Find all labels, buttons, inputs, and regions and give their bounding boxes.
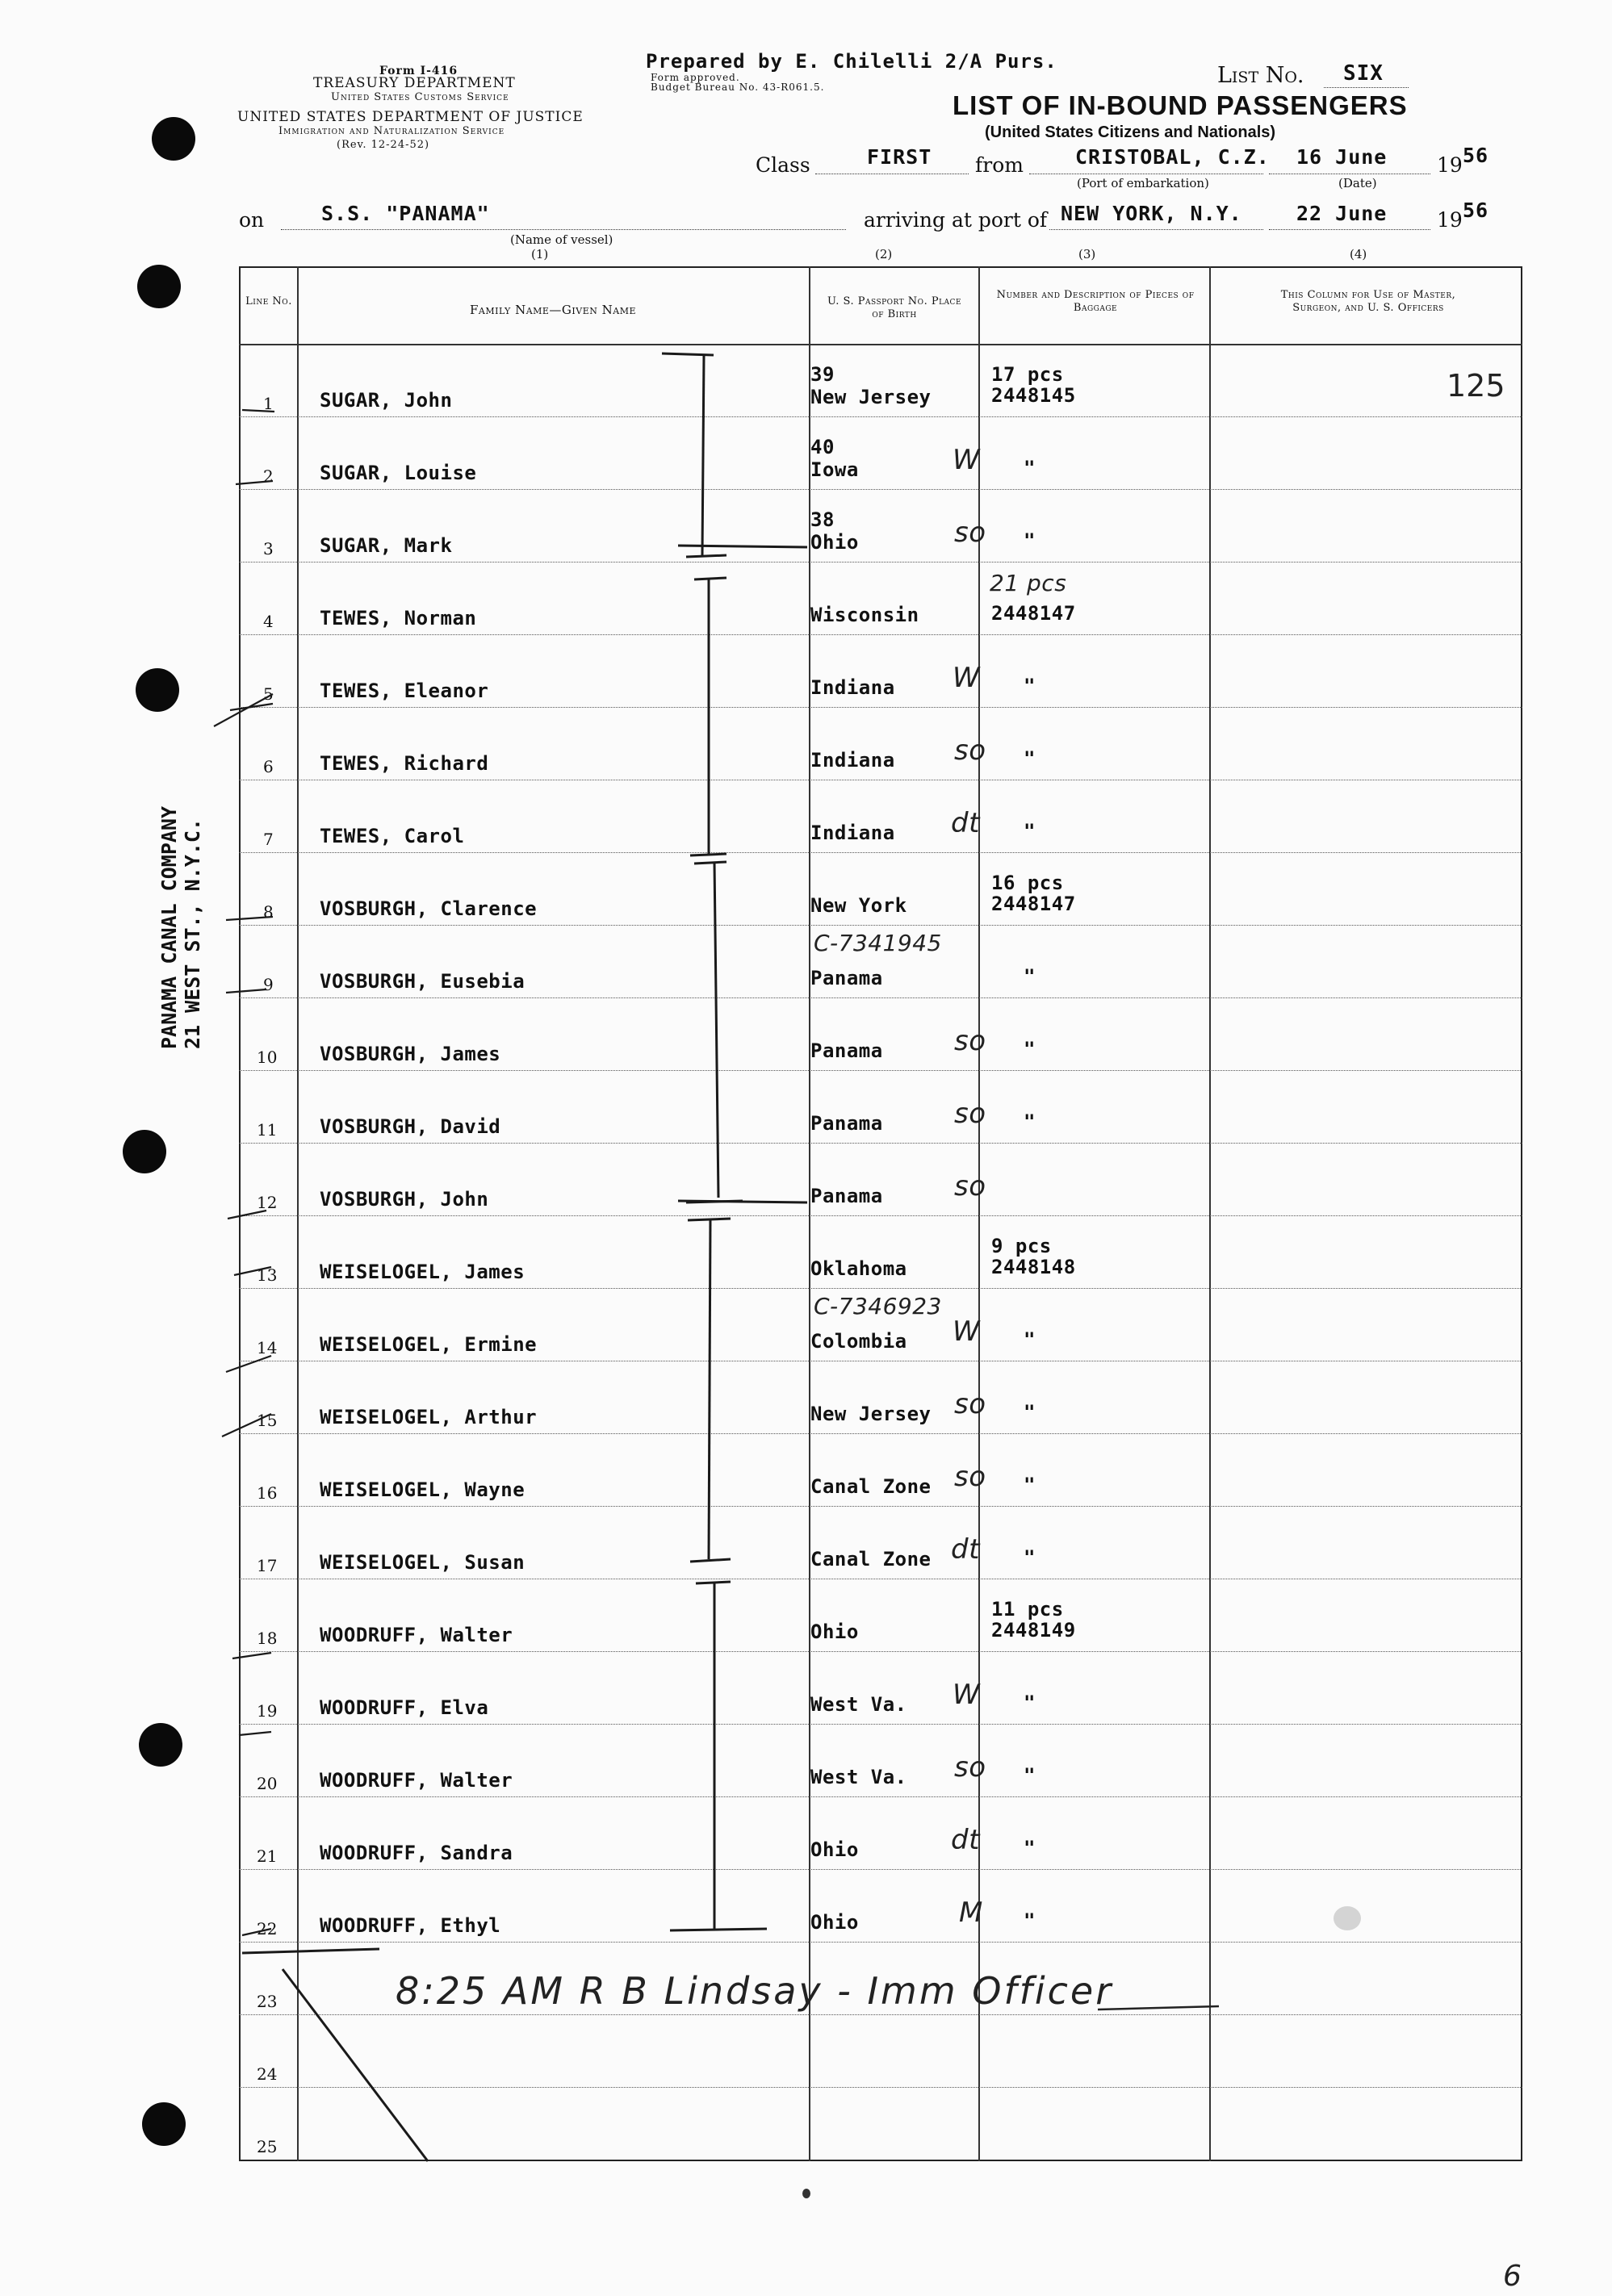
relationship-mark: so: [954, 1025, 986, 1057]
passenger-name: WOODRUFF, Elva: [320, 1696, 489, 1719]
place-of-birth: West Va.: [810, 1766, 907, 1788]
relationship-mark: dt: [951, 807, 980, 839]
place-of-birth: Canal Zone: [810, 1475, 932, 1498]
passenger-name: WEISELOGEL, Wayne: [320, 1478, 525, 1501]
col2-caption: (2): [875, 247, 893, 261]
passport-number: 38: [810, 508, 835, 531]
relationship-mark: dt: [951, 1533, 980, 1566]
passport-number: 40: [810, 436, 835, 458]
port-caption: (Port of embarkation): [1077, 176, 1209, 190]
passenger-name: WOODRUFF, Sandra: [320, 1842, 513, 1864]
place-of-birth: Colombia: [810, 1330, 907, 1353]
relationship-mark: so: [954, 734, 986, 767]
col-header-baggage: Number and Description of Pieces of Baggage: [996, 289, 1195, 314]
line-number: 22: [257, 1919, 278, 1938]
line-number: 24: [257, 2064, 278, 2084]
line-number: 2: [263, 466, 274, 486]
place-of-birth: Panama: [810, 1185, 883, 1207]
passport-number: C-7341945: [814, 930, 942, 956]
line-number: 9: [263, 975, 274, 994]
passenger-name: TEWES, Richard: [320, 752, 489, 775]
arriving-label: arriving at port of: [864, 208, 1048, 232]
side-stamp-line2: 21 WEST ST., N.Y.C.: [181, 818, 204, 1049]
ink-blot: [802, 2189, 810, 2198]
vessel-caption: (Name of vessel): [510, 232, 613, 247]
baggage-ditto: ": [1024, 1837, 1036, 1859]
place-of-birth: New Jersey: [810, 1403, 932, 1425]
line-number: 15: [257, 1411, 278, 1430]
col-header-passport: U. S. Passport No. Place of Birth: [827, 295, 962, 320]
form-title: LIST OF IN-BOUND PASSENGERS: [953, 90, 1408, 120]
line-number: 3: [263, 539, 274, 558]
baggage-ditto: ": [1024, 457, 1036, 479]
relationship-mark: W: [953, 1679, 981, 1711]
relationship-mark: so: [954, 1388, 986, 1420]
place-of-birth: Iowa: [810, 458, 859, 481]
annotation-125: 125: [1447, 368, 1505, 404]
list-no-value: SIX: [1343, 61, 1384, 86]
line-number: 23: [257, 1992, 278, 2011]
relationship-mark: W: [953, 1315, 981, 1348]
place-of-birth: Indiana: [810, 676, 895, 699]
date-caption: (Date): [1338, 176, 1377, 190]
embark-year: 56: [1463, 144, 1489, 167]
passenger-name: VOSBURGH, James: [320, 1043, 501, 1065]
baggage-tag: 2448148: [991, 1256, 1076, 1278]
col1-caption: (1): [531, 247, 549, 261]
form-subtitle: (United States Citizens and Nationals): [985, 123, 1276, 141]
class-label: Class: [756, 153, 810, 177]
place-of-birth: Canal Zone: [810, 1548, 932, 1570]
passenger-name: WEISELOGEL, James: [320, 1261, 525, 1283]
department-of-justice: UNITED STATES DEPARTMENT OF JUSTICE: [237, 109, 584, 125]
arrival-port: NEW YORK, N.Y.: [1061, 202, 1242, 225]
vessel-name: S.S. "PANAMA": [321, 202, 490, 225]
passenger-name: WEISELOGEL, Ermine: [320, 1333, 538, 1356]
col-header-officers: This Column for Use of Master, Surgeon, and U. S. Officers: [1280, 289, 1456, 314]
arrival-year: 56: [1463, 199, 1489, 222]
baggage-count: 21 pcs: [990, 570, 1067, 596]
place-of-birth: Ohio: [810, 1838, 859, 1861]
year-prefix-2: 19: [1437, 208, 1463, 232]
baggage-ditto: ": [1024, 1546, 1036, 1569]
side-stamp-line1: PANAMA CANAL COMPANY: [157, 805, 181, 1049]
embark-date: 16 June: [1296, 145, 1388, 169]
prepared-by: Prepared by E. Chilelli 2/A Purs.: [646, 50, 1057, 73]
passenger-name: WOODRUFF, Walter: [320, 1624, 513, 1646]
passenger-name: WOODRUFF, Ethyl: [320, 1914, 501, 1937]
place-of-birth: Ohio: [810, 1911, 859, 1934]
line-number: 21: [257, 1846, 278, 1866]
line-number: 14: [257, 1338, 278, 1357]
place-of-birth: New York: [810, 894, 907, 917]
place-of-birth: Indiana: [810, 822, 895, 844]
relationship-mark: so: [954, 516, 986, 549]
line-number: 18: [257, 1629, 278, 1648]
relationship-mark: dt: [951, 1824, 980, 1856]
line-number: 16: [257, 1483, 278, 1503]
baggage-ditto: ": [1024, 965, 1036, 988]
on-label: on: [239, 208, 265, 232]
place-of-birth: New Jersey: [810, 386, 932, 408]
line-number: 4: [263, 612, 274, 631]
line-number: 12: [257, 1193, 278, 1212]
baggage-tag: 2448149: [991, 1619, 1076, 1641]
place-of-birth: West Va.: [810, 1693, 907, 1716]
relationship-mark: so: [954, 1170, 986, 1202]
baggage-ditto: ": [1024, 820, 1036, 843]
baggage-ditto: ": [1024, 1909, 1036, 1932]
passport-number: C-7346923: [814, 1293, 942, 1319]
place-of-birth: Panama: [810, 1039, 883, 1062]
line-number: 13: [257, 1265, 278, 1285]
relationship-mark: so: [954, 1098, 986, 1130]
form-approved: Form approved.: [651, 72, 740, 83]
baggage-ditto: ": [1024, 1692, 1036, 1714]
col3-caption: (3): [1078, 247, 1096, 261]
col4-caption: (4): [1350, 247, 1367, 261]
col-header-line-no: Line No.: [245, 295, 292, 307]
form-number: Form I-416: [379, 65, 458, 77]
passenger-name: VOSBURGH, Clarence: [320, 897, 538, 920]
place-of-birth: Ohio: [810, 1621, 859, 1643]
baggage-ditto: ": [1024, 747, 1036, 770]
baggage-ditto: ": [1024, 529, 1036, 552]
relationship-mark: so: [954, 1751, 986, 1784]
baggage-count: 16 pcs: [991, 872, 1064, 894]
passenger-name: TEWES, Eleanor: [320, 680, 489, 702]
relationship-mark: M: [959, 1897, 983, 1929]
passport-number: 39: [810, 363, 835, 386]
baggage-ditto: ": [1024, 1474, 1036, 1496]
from-label: from: [975, 153, 1024, 177]
revision-date: (Rev. 12-24-52): [337, 139, 430, 151]
passenger-name: VOSBURGH, John: [320, 1188, 489, 1211]
baggage-tag: 2448145: [991, 384, 1076, 407]
immigration-service: Immigration and Naturalization Service: [278, 125, 505, 137]
officer-signature: 8:25 AM R B Lindsay - Imm Officer: [396, 1969, 1114, 2013]
class-value: FIRST: [867, 145, 932, 169]
place-of-birth: Wisconsin: [810, 604, 919, 626]
baggage-ditto: ": [1024, 1038, 1036, 1060]
passenger-name: VOSBURGH, David: [320, 1115, 501, 1138]
line-number: 17: [257, 1556, 278, 1575]
line-number: 10: [257, 1048, 278, 1067]
line-number: 6: [263, 757, 274, 776]
baggage-ditto: ": [1024, 1401, 1036, 1424]
baggage-count: 17 pcs: [991, 363, 1064, 386]
line-number: 8: [263, 902, 274, 922]
passenger-name: WEISELOGEL, Arthur: [320, 1406, 538, 1428]
budget-bureau: Budget Bureau No. 43-R061.5.: [651, 82, 825, 93]
baggage-count: 11 pcs: [991, 1598, 1064, 1621]
passenger-name: TEWES, Norman: [320, 607, 477, 629]
customs-service: United States Customs Service: [331, 91, 509, 103]
baggage-ditto: ": [1024, 675, 1036, 697]
ink-blot: [1334, 1906, 1361, 1930]
baggage-tag: 2448147: [991, 893, 1076, 915]
place-of-birth: Panama: [810, 967, 883, 989]
line-number: 5: [263, 684, 274, 704]
passenger-name: SUGAR, Mark: [320, 534, 453, 557]
place-of-birth: Ohio: [810, 531, 859, 554]
passenger-name: WOODRUFF, Walter: [320, 1769, 513, 1792]
baggage-count: 9 pcs: [991, 1235, 1052, 1257]
signature-underline: [1098, 2001, 1227, 2018]
line-number: 19: [257, 1701, 278, 1721]
line-number: 1: [263, 394, 274, 413]
baggage-ditto: ": [1024, 1764, 1036, 1787]
place-of-birth: Oklahoma: [810, 1257, 907, 1280]
line-number: 20: [257, 1774, 278, 1793]
arrival-date: 22 June: [1296, 202, 1388, 225]
passenger-name: SUGAR, Louise: [320, 462, 477, 484]
corner-mark: 6: [1503, 2260, 1522, 2293]
list-no-label: List No.: [1217, 63, 1304, 88]
place-of-birth: Panama: [810, 1112, 883, 1135]
relationship-mark: W: [953, 444, 981, 476]
baggage-ditto: ": [1024, 1328, 1036, 1351]
passenger-name: TEWES, Carol: [320, 825, 465, 847]
passenger-name: WEISELOGEL, Susan: [320, 1551, 525, 1574]
baggage-ditto: ": [1024, 1110, 1036, 1133]
relationship-mark: W: [953, 662, 981, 694]
col-header-name: Family Name—Given Name: [469, 303, 636, 317]
place-of-birth: Indiana: [810, 749, 895, 772]
passenger-name: VOSBURGH, Eusebia: [320, 970, 525, 993]
line-number: 25: [257, 2137, 278, 2156]
relationship-mark: so: [954, 1461, 986, 1493]
line-number: 11: [257, 1120, 278, 1140]
year-prefix: 19: [1437, 153, 1463, 177]
from-port: CRISTOBAL, C.Z.: [1075, 145, 1270, 169]
line-number: 7: [263, 830, 274, 849]
baggage-tag: 2448147: [991, 602, 1076, 625]
passenger-name: SUGAR, John: [320, 389, 453, 412]
treasury-department: TREASURY DEPARTMENT: [313, 75, 516, 91]
